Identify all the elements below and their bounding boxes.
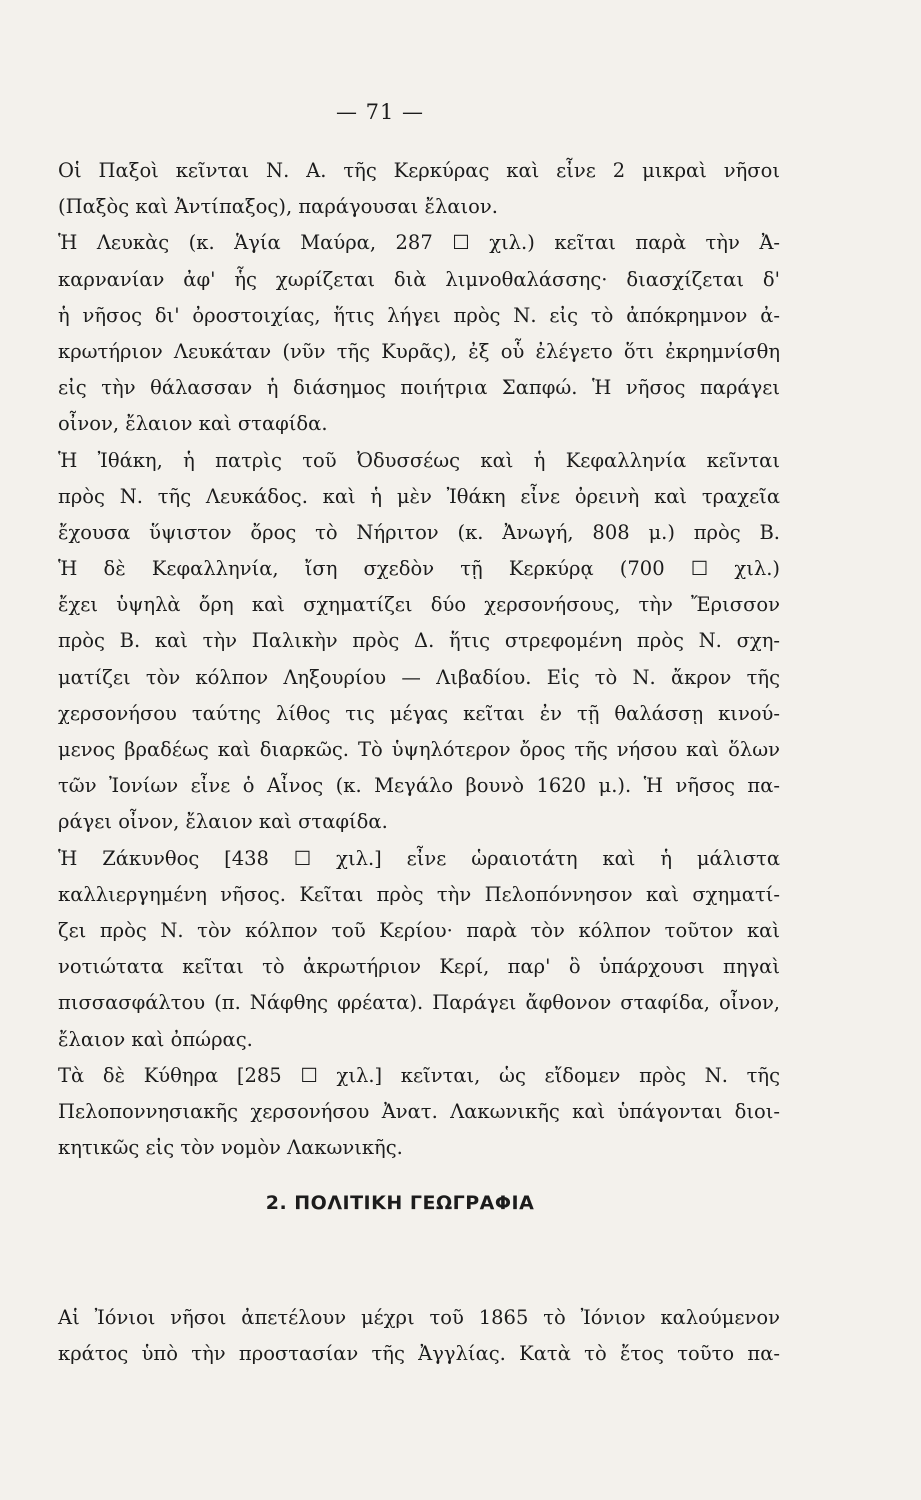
text-line: κητικῶς εἰς τὸν νομὸν Λακωνικῆς.: [58, 1136, 403, 1160]
text-line: καρνανίαν ἀφ' ἧς χωρίζεται διὰ λιμνοθαλάσσης· διασχίζεται δ': [58, 267, 780, 291]
text-line: ματίζει τὸν κόλπον Ληξουρίου — Λιβαδίου. Εἰς τὸ Ν. ἄκρον τῆς: [58, 665, 780, 689]
text-line: πρὸς Ν. τῆς Λευκάδος. καὶ ἡ μὲν Ἰθάκη εἶνε ὀρεινὴ καὶ τραχεῖα: [58, 484, 780, 508]
text-line: πισσασφάλτου (π. Νάφθης φρέατα). Παράγει ἄφθονον σταφίδα, οἶνον,: [58, 991, 780, 1015]
text-line: οἶνον, ἔλαιον καὶ σταφίδα.: [58, 412, 328, 436]
text-line: ἔχει ὑψηλὰ ὄρη καὶ σχηματίζει δύο χερσονήσους, τὴν Ἔρισσον: [58, 593, 780, 617]
text-line: πρὸς Β. καὶ τὴν Παλικὴν πρὸς Δ. ἥτις στρεφομένη πρὸς Ν. σχη-: [58, 629, 780, 653]
text-line: νοτιώτατα κεῖται τὸ ἀκρωτήριον Κερί, παρ' ὃ ὑπάρχουσι πηγαὶ: [58, 955, 780, 979]
text-line: ζει πρὸς Ν. τὸν κόλπον τοῦ Κερίου· παρὰ τὸν κόλπον τοῦτον καὶ: [58, 918, 780, 942]
text-line: τῶν Ἰονίων εἶνε ὁ Αἶνος (κ. Μεγάλο βουνὸ 1620 μ.). Ἡ νῆσος πα-: [58, 774, 780, 798]
body-text: [58, 153, 780, 1166]
text-line: Ἡ Ἰθάκη, ἡ πατρὶς τοῦ Ὀδυσσέως καὶ ἡ Κεφαλληνία κεῖνται: [58, 448, 780, 472]
text-line: ἡ νῆσος δι' ὀροστοιχίας, ἥτις λήγει πρὸς Ν. εἰς τὸ ἀπόκρημνον ἀ-: [58, 303, 780, 327]
section-text: [58, 1300, 780, 1372]
text-line: κρωτήριον Λευκάταν (νῦν τῆς Κυρᾶς), ἐξ οὗ ἐλέγετο ὅτι ἐκρημνίσθη: [58, 339, 780, 363]
text-line: Ἡ Ζάκυνθος [438 ☐ χιλ.] εἶνε ὡραιοτάτη καὶ ἡ μάλιστα: [58, 846, 780, 870]
text-line: ἔχουσα ὕψιστον ὄρος τὸ Νήριτον (κ. Ἀνωγή, 808 μ.) πρὸς Β.: [58, 520, 780, 544]
text-line: εἰς τὴν θάλασσαν ἡ διάσημος ποιήτρια Σαπφώ. Ἡ νῆσος παράγει: [58, 376, 780, 400]
section-heading: 2. ΠΟΛΙΤΙΚΗ ΓΕΩΓΡΑΦΙΑ: [265, 1192, 535, 1214]
text-line: ἔλαιον καὶ ὀπώρας.: [58, 1027, 253, 1051]
text-line: κράτος ὑπὸ τὴν προστασίαν τῆς Ἀγγλίας. Κατὰ τὸ ἔτος τοῦτο πα-: [58, 1342, 780, 1366]
text-line: Τὰ δὲ Κύθηρα [285 ☐ χιλ.] κεῖνται, ὡς εἴδομεν πρὸς Ν. τῆς: [58, 1063, 780, 1087]
page-number: — 71 —: [335, 100, 425, 124]
text-line: (Παξὸς καὶ Ἀντίπαξος), παράγουσαι ἔλαιον.: [58, 195, 498, 219]
text-line: Αἱ Ἰόνιοι νῆσοι ἀπετέλουν μέχρι τοῦ 1865 τὸ Ἰόνιον καλούμενον: [58, 1306, 780, 1329]
text-line: μενος βραδέως καὶ διαρκῶς. Τὸ ὑψηλότερον ὄρος τῆς νήσου καὶ ὅλων: [58, 738, 780, 761]
text-line: Ἡ Λευκὰς (κ. Ἁγία Μαύρα, 287 ☐ χιλ.) κεῖται παρὰ τὴν Ἀ-: [58, 231, 780, 255]
text-line: Οἱ Παξοὶ κεῖνται Ν. Α. τῆς Κερκύρας καὶ εἶνε 2 μικραὶ νῆσοι: [58, 159, 780, 182]
text-line: Ἡ δὲ Κεφαλληνία, ἴση σχεδὸν τῇ Κερκύρᾳ (700 ☐ χιλ.): [58, 557, 780, 581]
text-line: ράγει οἶνον, ἔλαιον καὶ σταφίδα.: [58, 810, 388, 834]
text-line: καλλιεργημένη νῆσος. Κεῖται πρὸς τὴν Πελοπόννησον καὶ σχηματί-: [58, 882, 780, 906]
text-line: Πελοποννησιακῆς χερσονήσου Ἀνατ. Λακωνικῆς καὶ ὑπάγονται διοι-: [58, 1099, 780, 1123]
text-line: χερσονήσου ταύτης λίθος τις μέγας κεῖται ἐν τῇ θαλάσσῃ κινού-: [58, 701, 780, 725]
